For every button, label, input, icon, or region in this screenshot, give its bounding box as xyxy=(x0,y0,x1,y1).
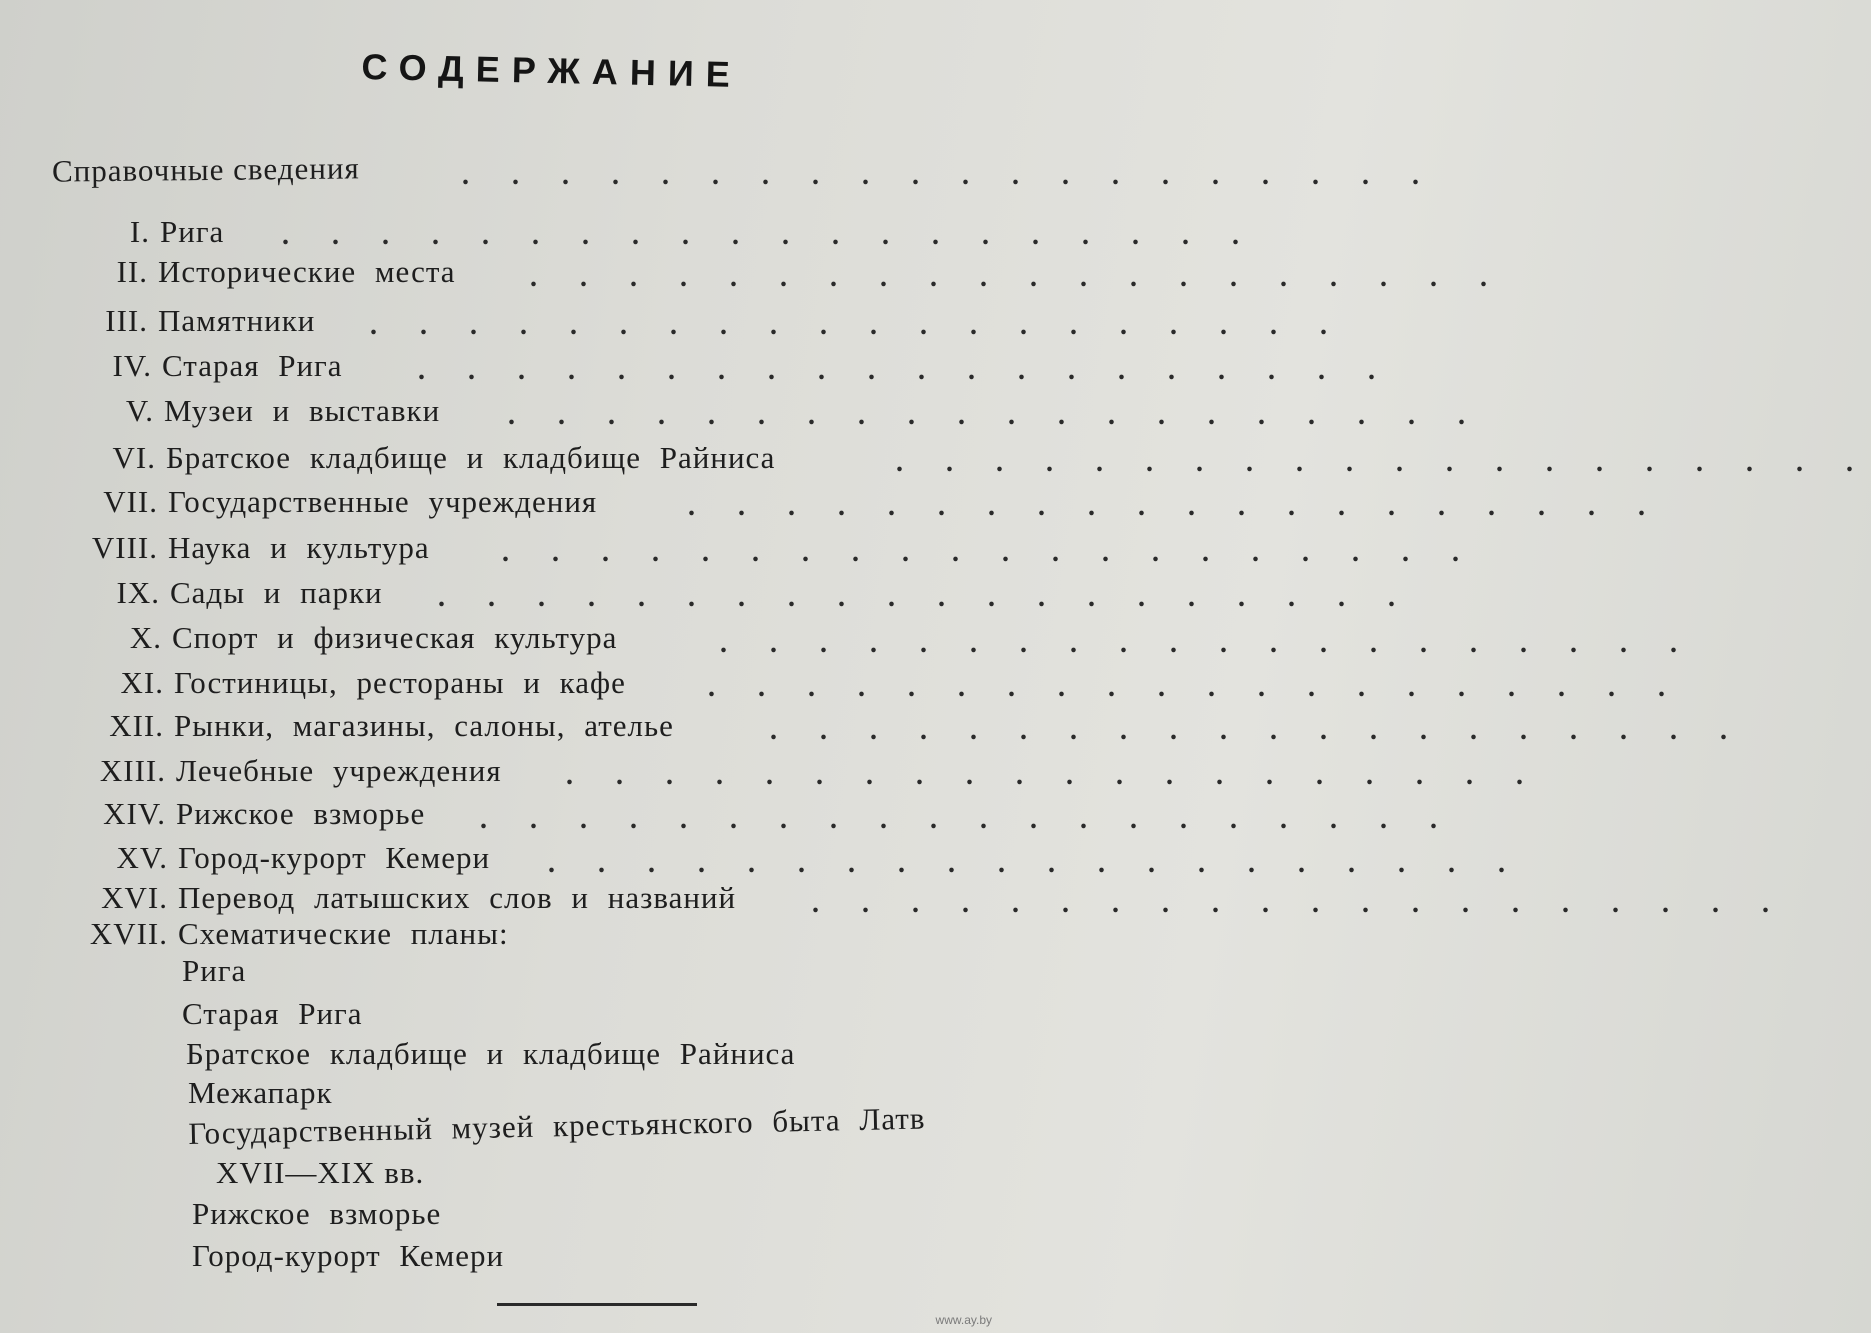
toc-item-number: X. xyxy=(129,620,162,655)
toc-item-title: Сады и парки xyxy=(170,575,383,610)
toc-item xyxy=(0,620,617,656)
toc-item-title: Братское кладбище и кладбище Райниса xyxy=(166,440,776,475)
toc-item-number: XVI. xyxy=(101,880,168,915)
plan-item-title: Рига xyxy=(182,953,247,988)
toc-item-number: VIII. xyxy=(91,530,158,565)
plan-item-title: Город-курорт Кемери xyxy=(192,1238,505,1273)
toc-item-title: Спорт и физическая культура xyxy=(172,620,618,655)
toc-item xyxy=(0,575,383,611)
plan-item xyxy=(182,996,363,1032)
dot-leader: . . . . . . . . . . . . . . . . . . . . xyxy=(530,262,1505,293)
toc-item xyxy=(0,303,315,339)
plan-item xyxy=(186,1036,795,1072)
plan-item-title: Рижское взморье xyxy=(192,1196,442,1231)
toc-item-title: Наука и культура xyxy=(168,530,430,565)
dot-leader: . . . . . . . . . . . . . . . . . . . . xyxy=(282,220,1257,251)
toc-item-title: Лечебные учреждения xyxy=(176,753,502,788)
dot-leader: . . . . . . . . . . . . . . . . . . . . xyxy=(508,400,1483,431)
toc-item-number: II. xyxy=(116,254,148,289)
dot-leader: . . . . . . . . . . . . . . . . . . . . xyxy=(896,447,1871,478)
toc-item xyxy=(0,393,440,429)
dot-leader: . . . . . . . . . . . . . . . . . . . . xyxy=(480,804,1455,835)
plan-item-title: Братское кладбище и кладбище Райниса xyxy=(186,1036,796,1071)
toc-item xyxy=(0,840,490,876)
toc-item-number: XII. xyxy=(109,708,164,743)
end-rule xyxy=(497,1303,697,1306)
dot-leader: . . . . . . . . . . . . . . . . . . . . xyxy=(370,310,1345,341)
toc-item-number: IX. xyxy=(116,575,160,610)
toc-item-title: Рынки, магазины, салоны, ателье xyxy=(174,708,674,743)
toc-item-number: IV. xyxy=(112,348,152,383)
toc-item xyxy=(0,665,626,701)
dot-leader: . . . . . . . . . . . . . . . . . . . . xyxy=(438,582,1413,613)
toc-item-number: XIV. xyxy=(103,796,166,831)
toc-intro-title: Справочные сведения xyxy=(51,150,360,189)
dot-leader: . . . . . . . . . . . . . . . . . . . . xyxy=(812,888,1787,919)
toc-item-title: Исторические места xyxy=(158,254,456,289)
toc-item-number: XI. xyxy=(120,665,164,700)
watermark: www.ay.by xyxy=(935,1313,992,1327)
toc-item xyxy=(0,880,736,916)
toc-item-number: XVII. xyxy=(89,916,168,951)
toc-item xyxy=(0,708,674,744)
dot-leader: . . . . . . . . . . . . . . . . . . . . xyxy=(688,491,1663,522)
toc-item xyxy=(0,796,425,832)
dot-leader: . . . . . . . . . . . . . . . . . . . . xyxy=(770,715,1745,746)
toc-item-number: III. xyxy=(105,303,148,338)
toc-item xyxy=(0,753,502,789)
toc-item xyxy=(0,214,224,250)
toc-item-title: Гостиницы, рестораны и кафе xyxy=(174,665,626,700)
toc-item-number: VII. xyxy=(103,484,158,519)
plan-item xyxy=(182,953,246,989)
toc-item-title: Памятники xyxy=(158,303,316,338)
toc-item-number: XIII. xyxy=(99,753,166,788)
toc-item-title: Перевод латышских слов и названий xyxy=(178,880,737,915)
toc-item-title: Рига xyxy=(160,214,225,249)
toc-item-number: I. xyxy=(129,214,150,249)
dot-leader: . . . . . . . . . . . . . . . . . . . . xyxy=(566,760,1541,791)
toc-item xyxy=(0,530,430,566)
plan-item xyxy=(188,1075,333,1111)
plan-item xyxy=(192,1238,504,1274)
dot-leader: . . . . . . . . . . . . . . . . . . . . xyxy=(462,160,1437,191)
toc-item xyxy=(0,254,456,290)
toc-item-number: V. xyxy=(125,393,154,428)
toc-item-title: Город-курорт Кемери xyxy=(178,840,491,875)
dot-leader: . . . . . . . . . . . . . . . . . . . . xyxy=(708,672,1683,703)
toc-item-number: VI. xyxy=(112,440,156,475)
dot-leader: . . . . . . . . . . . . . . . . . . . . xyxy=(502,537,1477,568)
page-title: СОДЕРЖАНИЕ xyxy=(361,46,743,95)
toc-item-title: Музеи и выставки xyxy=(164,393,441,428)
toc-item-title: Рижское взморье xyxy=(176,796,426,831)
plan-item-continuation xyxy=(216,1155,424,1191)
dot-leader: . . . . . . . . . . . . . . . . . . . . xyxy=(548,848,1523,879)
toc-item xyxy=(0,484,597,520)
plan-item-title: XVII—XIX вв. xyxy=(216,1155,425,1190)
toc-intro xyxy=(52,150,360,189)
dot-leader: . . . . . . . . . . . . . . . . . . . . xyxy=(418,355,1393,386)
toc-item xyxy=(0,440,775,476)
plan-item-title: Государственный музей крестьянского быта Латв xyxy=(188,1100,926,1151)
toc-item xyxy=(0,916,509,952)
toc-item-title: Государственные учреждения xyxy=(168,484,598,519)
plan-item-title: Старая Рига xyxy=(182,996,363,1031)
toc-item-title: Старая Рига xyxy=(162,348,343,383)
plan-item-title: Межапарк xyxy=(188,1075,333,1110)
toc-item-number: XV. xyxy=(116,840,168,875)
toc-item xyxy=(0,348,343,384)
plan-item xyxy=(192,1196,441,1232)
toc-item-title: Схематические планы: xyxy=(178,916,509,951)
dot-leader: . . . . . . . . . . . . . . . . . . . . xyxy=(720,628,1695,659)
